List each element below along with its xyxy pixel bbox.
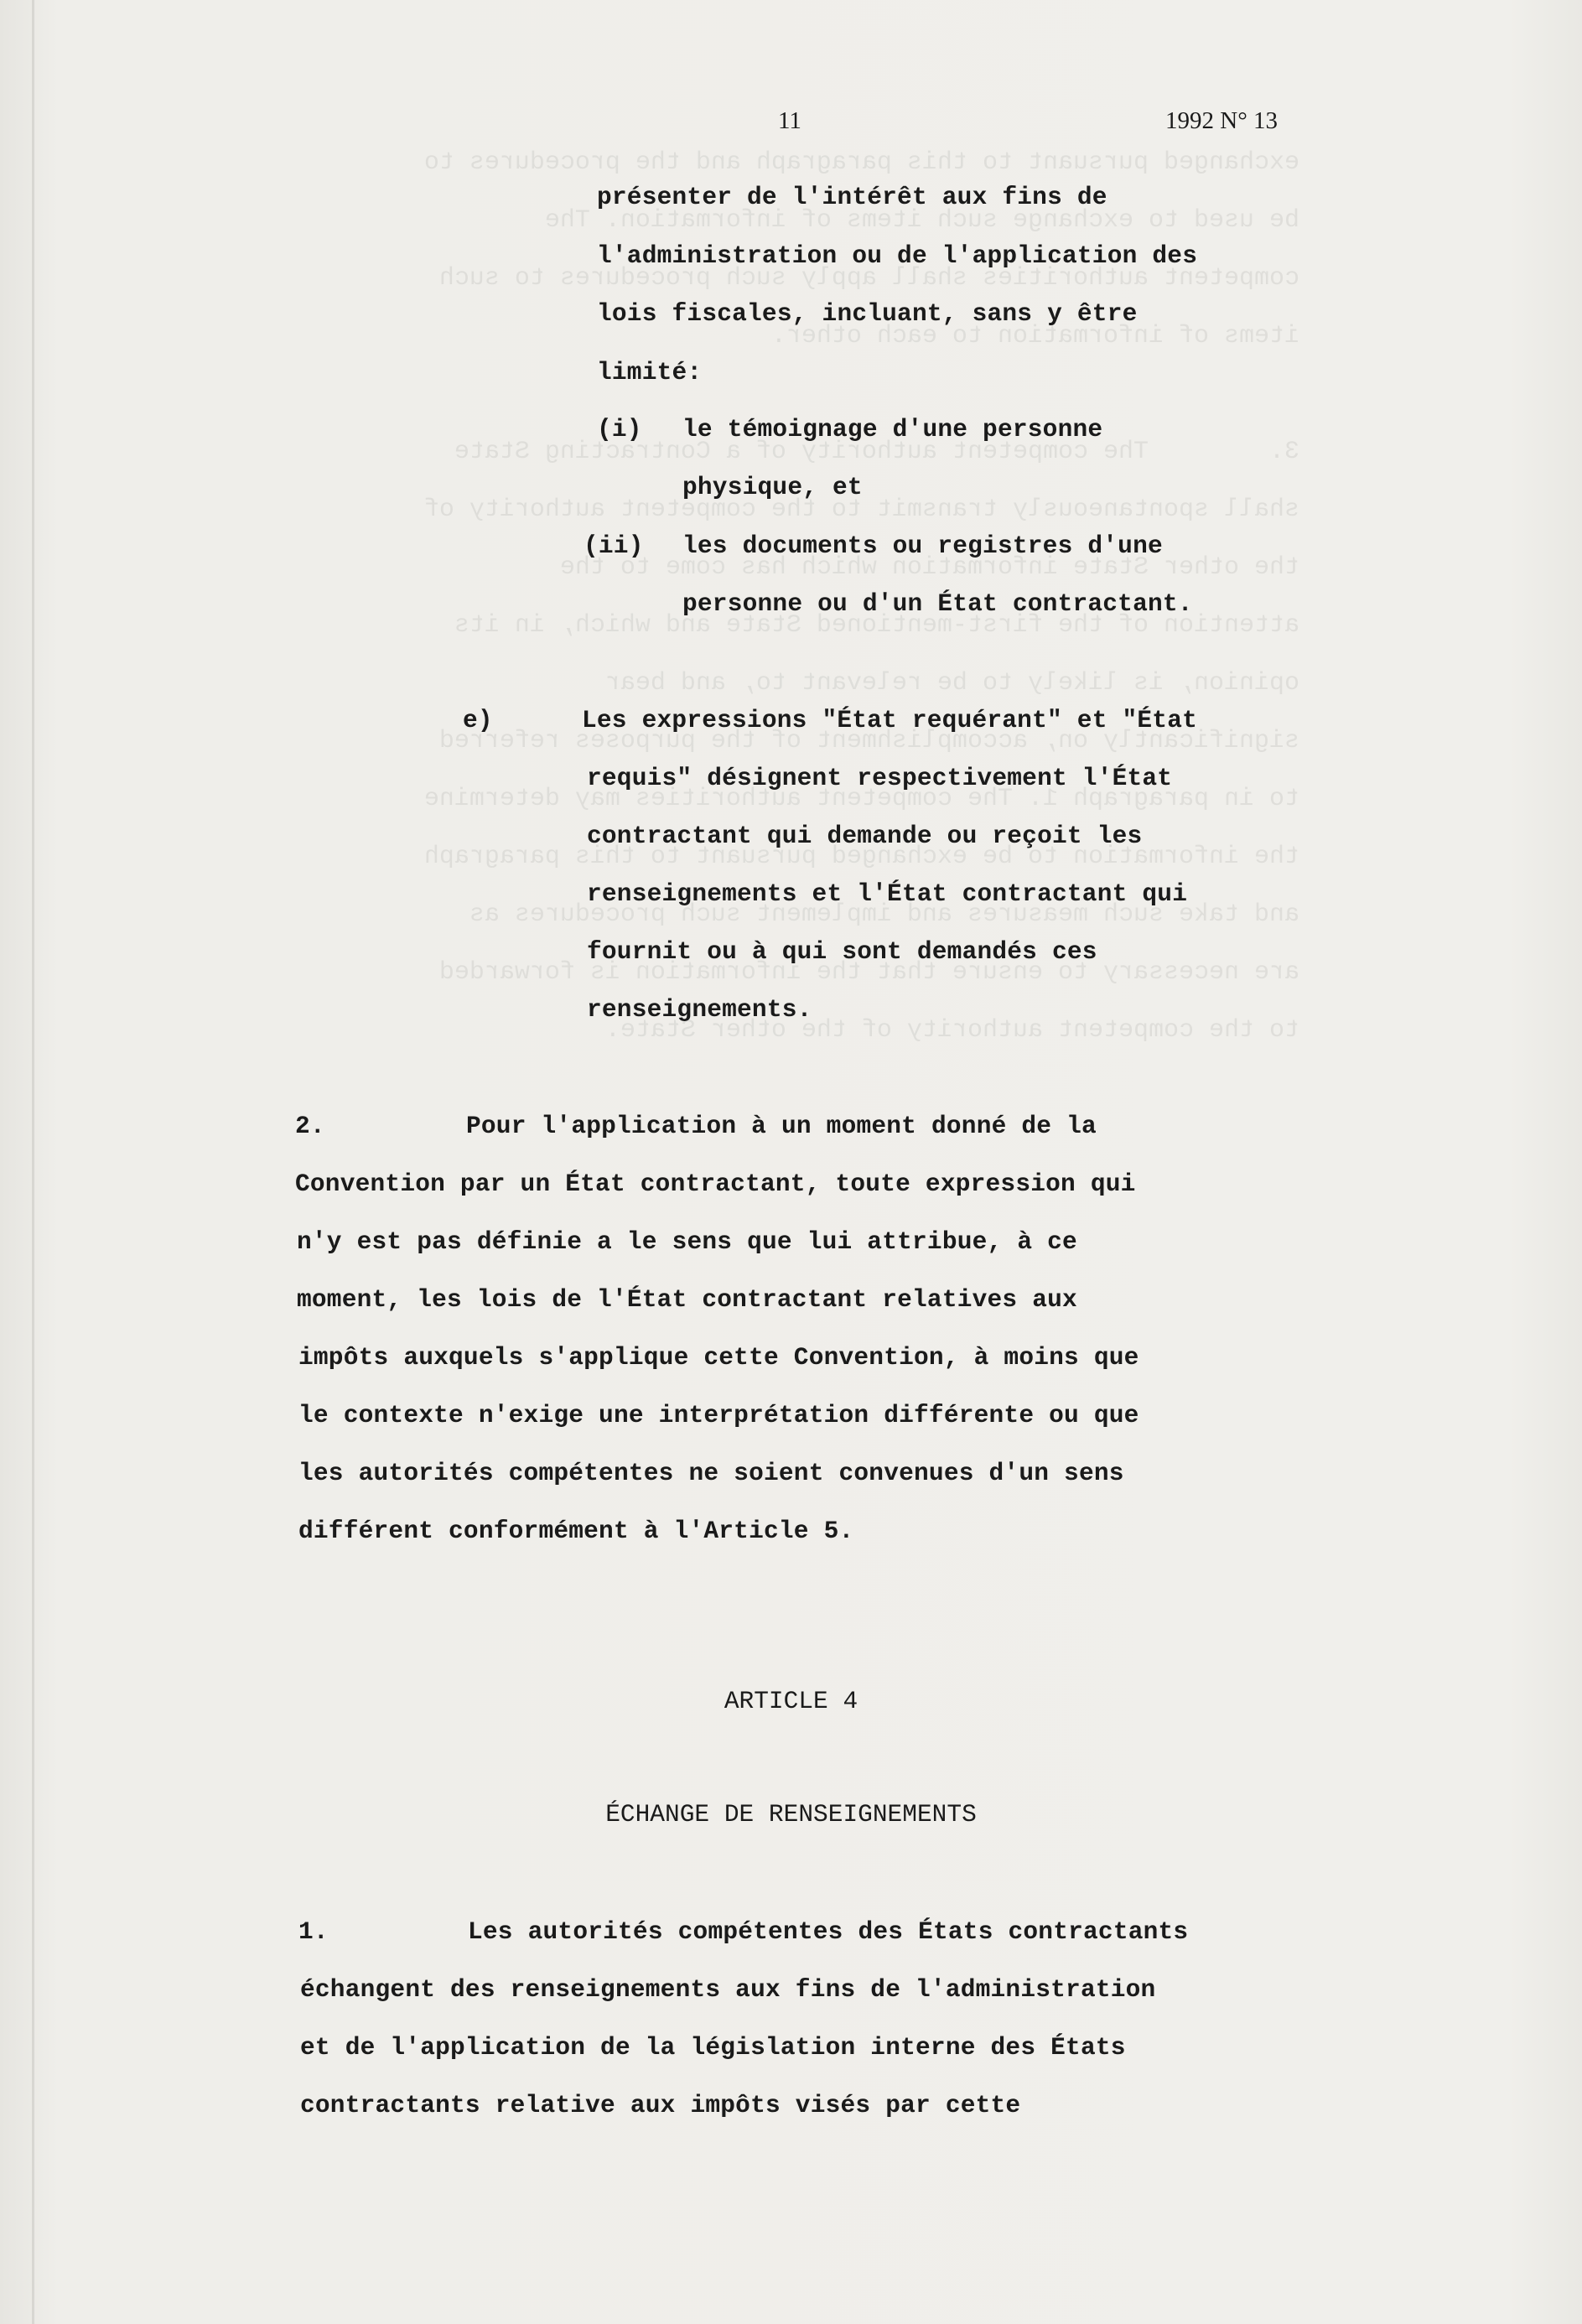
paragraph-2-line: Pour l'application à un moment donné de la: [466, 1112, 1097, 1140]
item-e-label: e): [463, 706, 493, 734]
article-heading: ARTICLE 4: [724, 1687, 858, 1715]
paragraph-2-line: n'y est pas définie a le sens que lui attribue, à ce: [297, 1227, 1077, 1256]
paragraph-2-line: le contexte n'exige une interprétation différente ou que: [298, 1401, 1139, 1429]
show-through-text: exchanged pursuant to this paragraph and the procedures to be used to exchange such items of information. The competent authorities shall apply such procedures to such items of information to each other. 3. The competent authority of a Contracting State shall spontaneously transmit to the competent authority of the other State information which has come to the attention of the first-mentioned State and which, in its opinion, is likely to be relevant to, and bear significantly on, accomplishment of the purposes referred to in paragraph 1. The competent authorities may determine the information to be exchanged pursuant to this paragraph and take such measures and implement such procedures as are necessary to ensure that the information is forwarded to the competent authority of the other State.: [423, 148, 1299, 1045]
intro-line: présenter de l'intérêt aux fins de: [597, 183, 1107, 211]
sub-item-line: physique, et: [682, 473, 863, 501]
intro-line: limité:: [597, 358, 703, 386]
paragraph-1-line: Les autorités compétentes des États contractants: [468, 1917, 1189, 1946]
paragraph-2-line: moment, les lois de l'État contractant relatives aux: [297, 1285, 1077, 1314]
item-e-line: renseignements et l'État contractant qui: [587, 879, 1188, 908]
item-e-line: Les expressions "État requérant" et "État: [582, 706, 1198, 734]
paragraph-2-line: les autorités compétentes ne soient convenues d'un sens: [298, 1459, 1124, 1487]
paragraph-number: 2.: [295, 1112, 325, 1140]
item-e-line: requis" désignent respectivement l'État: [587, 764, 1173, 792]
article-title: ÉCHANGE DE RENSEIGNEMENTS: [605, 1800, 977, 1829]
intro-line: l'administration ou de l'application des: [597, 241, 1198, 270]
page-spine-shadow: [32, 0, 34, 2324]
paragraph-2-line: Convention par un État contractant, toute expression qui: [295, 1170, 1136, 1198]
item-e-line: fournit ou à qui sont demandés ces: [587, 937, 1097, 966]
page-number: 11: [778, 107, 801, 134]
sub-item-line: le témoignage d'une personne: [682, 415, 1103, 444]
paragraph-1-line: échangent des renseignements aux fins de l'administration: [300, 1975, 1156, 2004]
paragraph-1-line: et de l'application de la législation interne des États: [300, 2033, 1126, 2062]
sub-item-label: (i): [597, 415, 642, 444]
sub-item-label: (ii): [584, 532, 644, 560]
sub-item-line: personne ou d'un État contractant.: [682, 589, 1193, 618]
paragraph-number: 1.: [298, 1917, 329, 1946]
item-e-line: contractant qui demande ou reçoit les: [587, 822, 1143, 850]
intro-line: lois fiscales, incluant, sans y être: [597, 299, 1138, 328]
paragraph-2-line: impôts auxquels s'applique cette Convention, à moins que: [298, 1343, 1139, 1372]
paragraph-2-line: différent conformément à l'Article 5.: [298, 1517, 854, 1545]
paragraph-1-line: contractants relative aux impôts visés par cette: [300, 2091, 1021, 2119]
sub-item-line: les documents ou registres d'une: [682, 532, 1163, 560]
document-reference: 1992 N° 13: [1165, 107, 1279, 134]
item-e-line: renseignements.: [587, 995, 812, 1024]
